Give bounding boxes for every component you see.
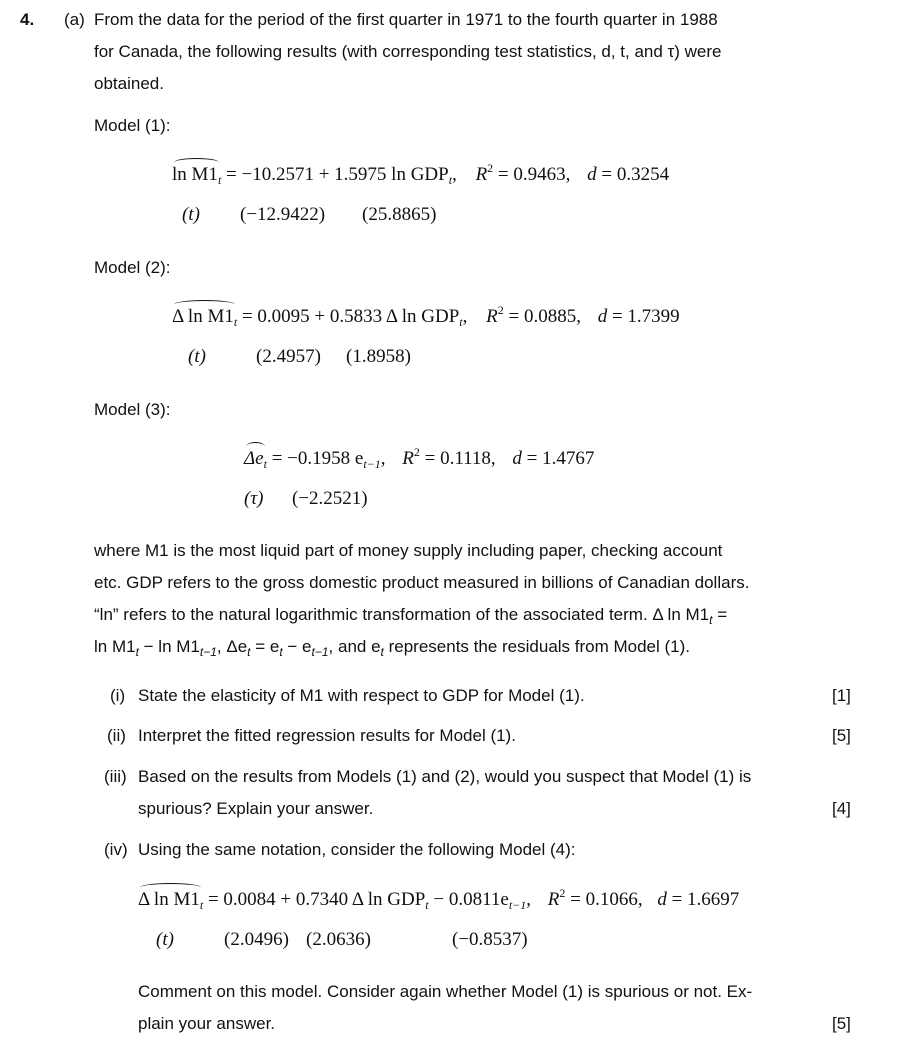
- model-2-equation: Δ $\ln M1_t = 0.0095 + 0.5833$ Δ $\ln GDP_t$, $R^2 = 0.0885$, d = 1.7399: [172, 303, 680, 329]
- model-3-d-value: = 1.4767: [526, 448, 595, 469]
- subq-ii-label: (ii): [107, 726, 126, 745]
- model-3-stat-label: (τ): [244, 488, 264, 509]
- model-1-equation: $\ln M1_t = -10.2571 + 1.5975$ $\ln GDP_t$, $R^2 = 0.9463$, d = 0.3254: [172, 161, 670, 187]
- where-line3: “ln” refers to the natural logarithmic transformation of the associated term. Δ $\ln M1_t$ =: [94, 605, 728, 627]
- model-3-rhs: = −0.1958 e: [271, 448, 364, 469]
- model-4-rhs: = 0.0084 + 0.7340 Δ ln GDP: [207, 889, 426, 910]
- where-line2: etc. GDP refers to the gross domestic product measured in billions of Canadian dollars.: [94, 573, 750, 592]
- where-line1: where M1 is the most liquid part of money supply including paper, checking account: [94, 541, 723, 560]
- model-4-stat-1: (2.0496): [224, 929, 289, 950]
- model-3-r2-label: R: [402, 448, 414, 469]
- model-4-stat-3: (−0.8537): [452, 929, 528, 950]
- model-4-comment-line2: plain your answer.: [138, 1014, 276, 1033]
- part-a-intro-line2: for Canada, the following results (with corresponding test statistics, d, t, and τ) were: [94, 42, 722, 61]
- model-3-equation: $\Delta e_t = -0.1958$ $e_{t-1}$, $R^2 = 0.1118$, d = 1.4767: [244, 445, 595, 471]
- model-1-heading: Model (1):: [94, 116, 171, 135]
- model-4-lhs: Δ $\ln M1_t$: [138, 889, 204, 912]
- model-1-lhs: $\ln M1_t$: [172, 164, 222, 187]
- model-3-heading: Model (3):: [94, 400, 171, 419]
- model-2-heading: Model (2):: [94, 258, 171, 277]
- model-1-r2-label: R: [475, 164, 488, 185]
- model-4-d-value: = 1.6697: [671, 889, 740, 910]
- model-1-stat-1: (−12.9422): [240, 204, 326, 225]
- model-4-equation: Δ $\ln M1_t = 0.0084 + 0.7340$ Δ $\ln GDP_t - 0.0811e_{t-1}$, $R^2 = 0.1066$, d = 1.6697: [138, 886, 740, 912]
- model-3-r2-value: = 0.1118,: [424, 448, 496, 469]
- model-2-lhs: Δ $\ln M1_t$: [172, 306, 238, 329]
- model-4-d-label: d: [657, 889, 667, 910]
- model-4-r2-label: R: [547, 889, 560, 910]
- model-1-stat-label: (t): [182, 204, 200, 225]
- model-3-lhs: $\Delta e_t$: [244, 448, 267, 471]
- subq-iii-text: Based on the results from Models (1) and (2), would you suspect that Model (1) is: [138, 767, 752, 786]
- where-line4: $\ln M1_t - \ln M1_{t-1}$, $\Delta e_t = e_t - e_{t-1}$, and $e_t$ represents the residuals from Model (1).: [94, 637, 691, 659]
- subq-ii-marks: [5]: [832, 726, 851, 745]
- model-1-stat-2: (25.8865): [362, 204, 437, 225]
- model-4-rhs-2: − 0.0811e: [433, 889, 509, 910]
- model-2-r2-label: R: [486, 306, 498, 327]
- model-2-d-value: = 1.7399: [611, 306, 680, 327]
- subq-iii-text2: spurious? Explain your answer.: [138, 799, 374, 818]
- model-2-stat-1: (2.4957): [256, 346, 321, 367]
- model-1-d-label: d: [587, 164, 597, 185]
- subq-i-label: (i): [110, 686, 126, 705]
- subq-iv-marks: [5]: [832, 1014, 851, 1033]
- subq-iv-label: (iv): [104, 840, 128, 859]
- model-1-d-value: = 0.3254: [601, 164, 670, 185]
- subq-i-text: State the elasticity of M1 with respect to GDP for Model (1).: [138, 686, 585, 705]
- part-a-intro-line1: From the data for the period of the first quarter in 1971 to the fourth quarter in 1988: [94, 10, 718, 29]
- model-1-rhs: = −10.2571 + 1.5975 ln GDP: [226, 164, 449, 185]
- part-a-intro-line3: obtained.: [94, 74, 164, 93]
- model-4-stat-2: (2.0636): [306, 929, 371, 950]
- model-4-r2-value: = 0.1066,: [570, 889, 643, 910]
- model-3-stat-1: (−2.2521): [292, 488, 368, 509]
- model-4-comment-line1: Comment on this model. Consider again whether Model (1) is spurious or not. Ex-: [138, 982, 753, 1001]
- subq-ii-text: Interpret the fitted regression results for Model (1).: [138, 726, 516, 745]
- part-a-label: (a): [64, 10, 85, 29]
- subq-iii-marks: [4]: [832, 799, 851, 818]
- model-4-stat-label: (t): [156, 929, 174, 950]
- model-2-d-label: d: [597, 306, 608, 327]
- model-2-stat-2: (1.8958): [346, 346, 411, 367]
- subq-i-marks: [1]: [832, 686, 851, 705]
- model-1-r2-value: = 0.9463,: [497, 164, 571, 185]
- model-2-rhs: = 0.0095 + 0.5833 Δ ln GDP: [241, 306, 460, 327]
- question-number: 4.: [20, 10, 35, 29]
- subq-iii-label: (iii): [104, 767, 127, 786]
- model-2-r2-value: = 0.0885,: [508, 306, 581, 327]
- model-2-stat-label: (t): [188, 346, 206, 367]
- model-3-d-label: d: [512, 448, 522, 469]
- subq-iv-text: Using the same notation, consider the following Model (4):: [138, 840, 576, 859]
